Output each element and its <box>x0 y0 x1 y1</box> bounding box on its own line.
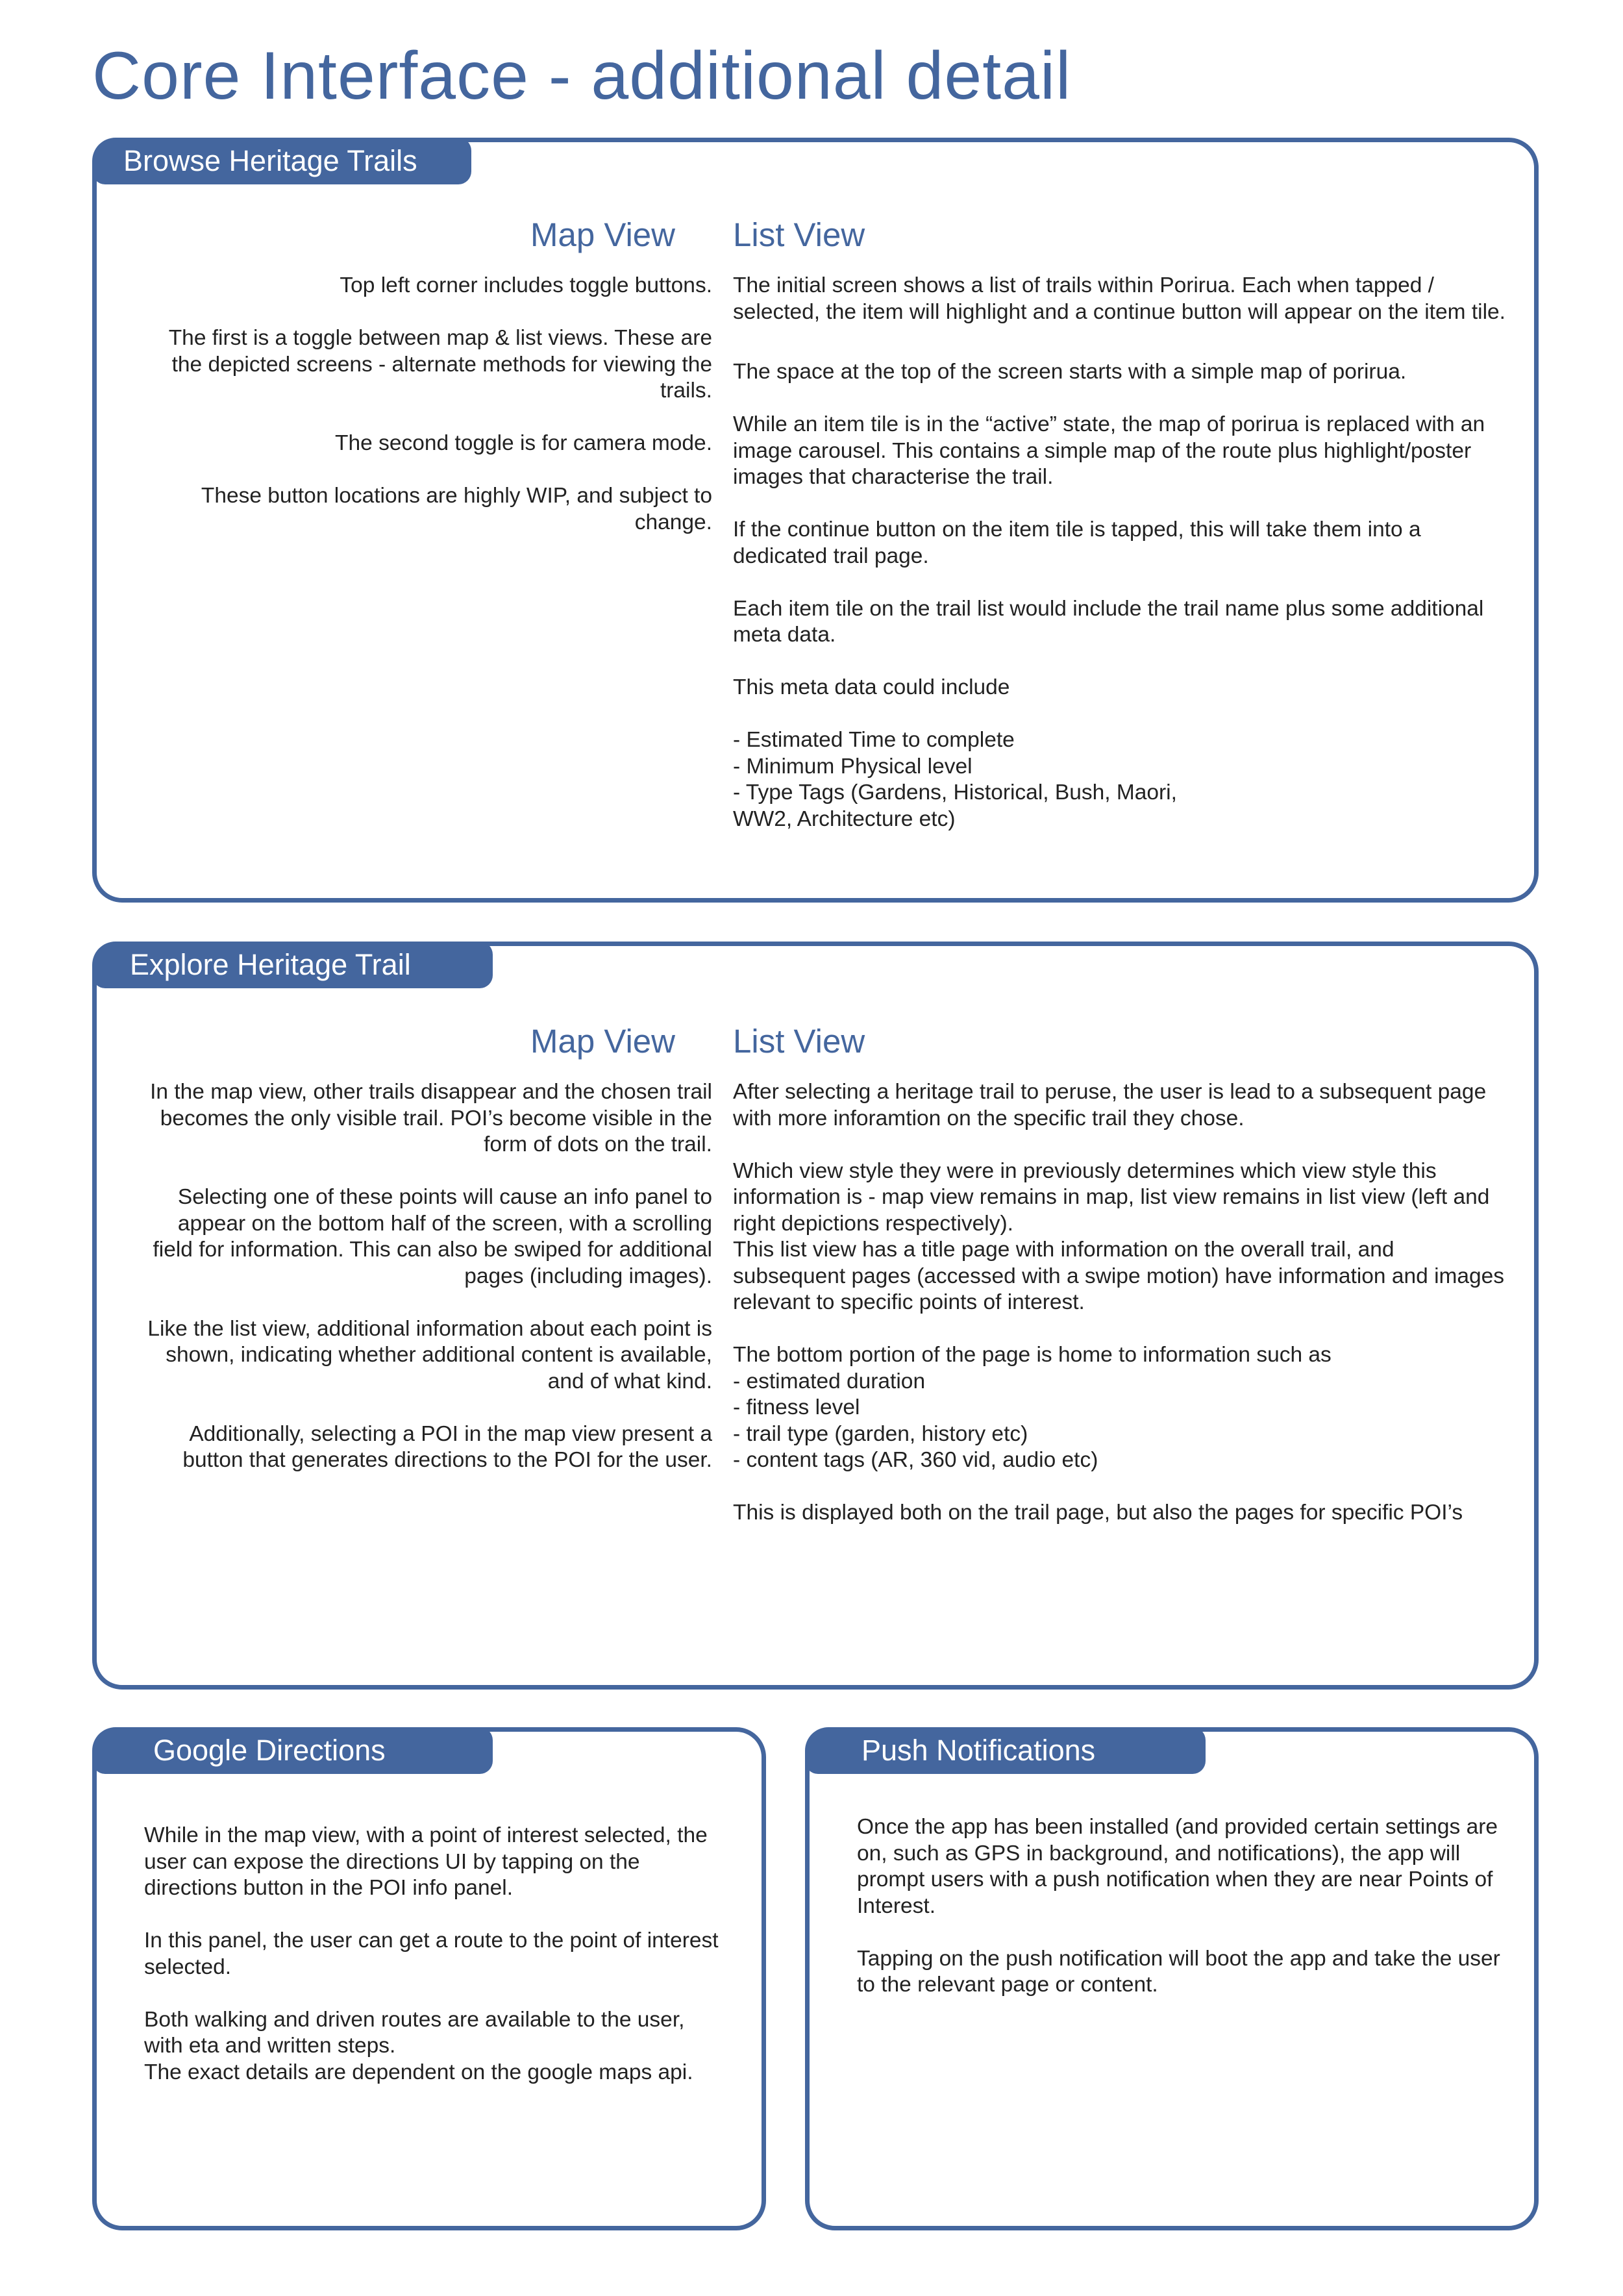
google-directions-paragraph: While in the map view, with a point of interest selected, the user can expose the directions UI by tapping on the directions button in the POI info panel. <box>144 1823 708 1900</box>
push-notifications-paragraph: Once the app has been installed (and provided certain settings are on, such as GPS in background, and notifications), the app will prompt users with a push notification when they are near Points of Interest. <box>857 1815 1498 1918</box>
push-notifications-panel <box>805 1727 1539 2230</box>
browse-map-paragraph: These button locations are highly WIP, and subject to change. <box>201 484 712 534</box>
push-notifications-paragraph: Tapping on the push notification will boot the app and take the user to the relevant page or content. <box>857 1946 1500 1997</box>
explore-map-view-text <box>136 1079 712 1474</box>
explore-map-paragraph: Selecting one of these points will cause an info panel to appear on the bottom half of the screen, with a scrolling field for information. This can also be swiped for additional pages (including images). <box>153 1185 712 1288</box>
explore-list-view-text <box>733 1079 1512 1527</box>
browse-list-paragraph: Each item tile on the trail list would include the trail name plus some additional meta data. <box>733 596 1484 647</box>
explore-list-paragraph: Which view style they were in previously determines which view style this information is - map view remains in map, list view remains in list view (left and right depictions respectively). <box>733 1158 1490 1236</box>
browse-list-view-heading: List View <box>733 216 865 253</box>
browse-heritage-trails-tab: Browse Heritage Trails <box>92 138 471 184</box>
google-directions-paragraph: The exact details are dependent on the google maps api. <box>144 2060 693 2084</box>
browse-list-view-text <box>733 273 1512 832</box>
browse-list-paragraph: The initial screen shows a list of trails within Porirua. Each when tapped / selected, the item will highlight and a continue button will appear on the item tile. <box>733 273 1505 324</box>
browse-list-paragraph: While an item tile is in the “active” state, the map of porirua is replaced with an image carousel. This contains a simple map of the route plus highlight/poster images that characterise the trail. <box>733 412 1485 489</box>
browse-map-paragraph: The second toggle is for camera mode. <box>335 431 712 455</box>
explore-list-item: - fitness level <box>733 1395 860 1419</box>
explore-list-item: - content tags (AR, 360 vid, audio etc) <box>733 1448 1098 1472</box>
browse-map-view-heading: Map View <box>530 216 675 253</box>
explore-list-item: - estimated duration <box>733 1369 926 1393</box>
explore-list-paragraph: The bottom portion of the page is home to information such as <box>733 1343 1332 1367</box>
explore-map-paragraph: Like the list view, additional information about each point is shown, indicating whether additional content is available, and of what kind. <box>147 1316 712 1393</box>
explore-list-paragraph: After selecting a heritage trail to peruse, the user is lead to a subsequent page with more inforamtion on the specific trail they chose. <box>733 1080 1487 1130</box>
explore-map-paragraph: In the map view, other trails disappear and the chosen trail becomes the only visible trail. POI’s become visible in the form of dots on the trail. <box>150 1080 712 1156</box>
browse-list-paragraph: This meta data could include <box>733 675 1010 699</box>
browse-map-paragraph: The first is a toggle between map & list views. These are the depicted screens - alternate methods for viewing the trails. <box>168 326 712 403</box>
google-directions-panel <box>92 1727 766 2230</box>
explore-heritage-trail-panel <box>92 942 1539 1690</box>
google-directions-paragraph: In this panel, the user can get a route to the point of interest selected. <box>144 1928 719 1979</box>
explore-map-view-heading: Map View <box>530 1023 675 1060</box>
browse-list-paragraph: The space at the top of the screen starts with a simple map of porirua. <box>733 360 1407 384</box>
explore-list-paragraph: This list view has a title page with information on the overall trail, and subsequent pages (accessed with a swipe motion) have information and images relevant to specific points of interest. <box>733 1238 1505 1314</box>
push-notifications-tab: Push Notifications <box>805 1727 1206 1774</box>
browse-map-paragraph: Top left corner includes toggle buttons. <box>340 273 712 297</box>
explore-list-view-heading: List View <box>733 1023 865 1060</box>
browse-list-item: WW2, Architecture etc) <box>733 806 956 831</box>
explore-list-paragraph: This is displayed both on the trail page, but also the pages for specific POI’s <box>733 1501 1463 1525</box>
browse-list-item: - Estimated Time to complete <box>733 728 1015 752</box>
browse-list-paragraph: If the continue button on the item tile is tapped, this will take them into a dedicated trail page. <box>733 518 1421 568</box>
push-notifications-text <box>857 1814 1506 1999</box>
google-directions-tab: Google Directions <box>92 1727 493 1774</box>
explore-list-item: - trail type (garden, history etc) <box>733 1421 1028 1446</box>
google-directions-text <box>144 1823 728 2086</box>
page-title: Core Interface - additional detail <box>92 38 1072 114</box>
google-directions-paragraph: Both walking and driven routes are available to the user, with eta and written steps. <box>144 2007 685 2058</box>
browse-map-view-text <box>136 273 712 536</box>
browse-list-item: - Minimum Physical level <box>733 754 973 779</box>
browse-heritage-trails-panel <box>92 138 1539 903</box>
explore-heritage-trail-tab: Explore Heritage Trail <box>92 942 493 988</box>
explore-map-paragraph: Additionally, selecting a POI in the map view present a button that generates directions to the POI for the user. <box>182 1421 712 1472</box>
browse-list-item: - Type Tags (Gardens, Historical, Bush, Maori, <box>733 780 1177 805</box>
